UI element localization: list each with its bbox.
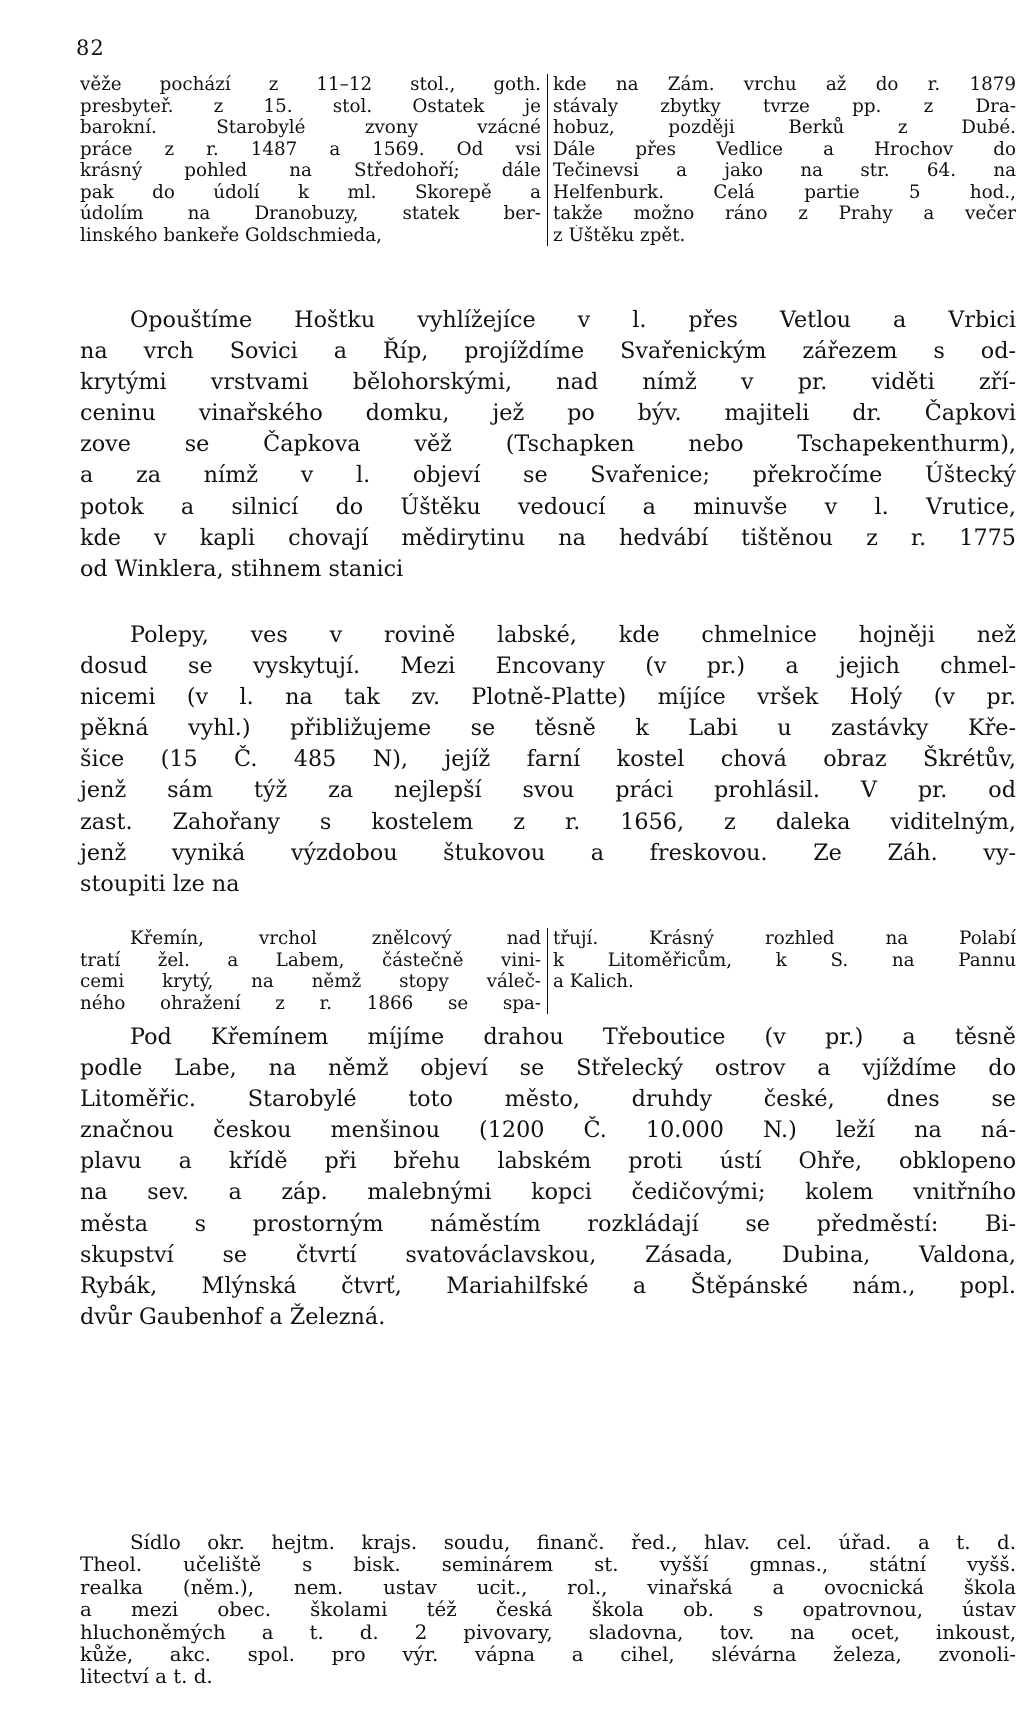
text-line: Theol. učeliště s bisk. seminárem st. vyšší gmnas., státní vyšš. xyxy=(80,1553,1016,1577)
text-line: pak do údolí k ml. Skorepě a xyxy=(80,181,541,203)
text-line: na sev. a záp. malebnými kopci čedičovými; kolem vnitřního xyxy=(80,1179,1016,1206)
paragraph-polepy xyxy=(80,620,1016,900)
text-line: Helfenburk. Celá partie 5 hod., xyxy=(553,181,1016,203)
text-line: města s prostorným náměstím rozkládají se předměstí: Bi- xyxy=(80,1210,1016,1237)
text-line: a za nímž v l. objeví se Svařenice; překročíme Úštecký xyxy=(80,462,1016,489)
top-left-column xyxy=(80,74,548,246)
paragraph-opoustime xyxy=(80,305,1016,585)
text-line: šice (15 Č. 485 N), jejíž farní kostel chová obraz Škrétův, xyxy=(80,746,1016,773)
text-line: hluchoněmých a t. d. 2 pivovary, sladovna, tov. na ocet, inkoust, xyxy=(80,1620,1016,1644)
text-line: skupství se čtvrtí svatováclavskou, Zásada, Dubina, Valdona, xyxy=(80,1241,1016,1268)
text-line: Pod Křemínem míjíme drahou Třeboutice (v pr.) a těsně xyxy=(130,1024,1016,1050)
text-line: práce z r. 1487 a 1569. Od vsi xyxy=(80,138,541,160)
text-line: a Kalich. xyxy=(553,971,634,992)
text-line: a mezi obec. školami též česká škola ob. s opatrovnou, ústav xyxy=(80,1598,1016,1622)
text-line: kůže, akc. spol. pro výr. vápna a cihel, slévárna železa, zvonoli- xyxy=(80,1643,1016,1667)
text-line: pěkná vyhl.) přibližujeme se těsně k Labi u zastávky Kře- xyxy=(80,715,1016,742)
text-line: Litoměřic. Starobylé toto město, druhdy české, dnes se xyxy=(80,1086,1016,1113)
text-line: věže pochází z 11–12 stol., goth. xyxy=(80,74,541,95)
paragraph-sidlo xyxy=(80,1532,1016,1689)
text-line: podle Labe, na němž objeví se Střelecký ostrov a vjíždíme do xyxy=(80,1055,1016,1082)
text-line: barokní. Starobylé zvony vzácné xyxy=(80,117,541,138)
text-line: ceninu vinařského domku, jež po býv. majiteli dr. Čapkovi xyxy=(80,400,1016,427)
text-line: realka (něm.), nem. ustav ucit., rol., vinařská a ovocnická škola xyxy=(80,1575,1016,1599)
text-line: ného ohražení z r. 1866 se spa- xyxy=(80,992,541,1014)
text-line: stávaly zbytky tvrze pp. z Dra- xyxy=(553,95,1016,117)
text-line: litectví a t. d. xyxy=(80,1665,213,1689)
text-line: stoupiti lze na xyxy=(80,870,240,897)
page-number: 82 xyxy=(76,36,105,60)
text-line: takže možno ráno z Prahy a večer xyxy=(553,203,1016,224)
text-line: dosud se vyskytují. Mezi Encovany (v pr.) a jejich chmel- xyxy=(80,653,1016,680)
text-line: kde na Zám. vrchu až do r. 1879 xyxy=(553,74,1016,95)
top-columns xyxy=(80,74,1016,246)
top-right-column xyxy=(548,74,1016,246)
text-line: jenž sám týž za nejlepší svou práci prohlásil. V pr. od xyxy=(80,777,1016,804)
text-line: Tečinevsi a jako na str. 64. na xyxy=(553,160,1016,181)
bottom-left-column xyxy=(80,928,548,1014)
text-line: kde v kapli chovají mědirytinu na hedvábí tištěnou z r. 1775 xyxy=(80,524,1016,551)
text-line: na vrch Sovici a Říp, projíždíme Svařenickým zářezem s od- xyxy=(80,338,1016,365)
text-line: potok a silnicí do Úštěku vedoucí a minuvše v l. Vrutice, xyxy=(80,493,1016,520)
text-line: Dále přes Vedlice a Hrochov do xyxy=(553,138,1016,160)
text-line: cemi krytý, na němž stopy váleč- xyxy=(80,971,541,992)
text-line: tratí žel. a Labem, částečně vini- xyxy=(80,949,541,971)
text-line: Opouštíme Hoštku vyhlížejíce v l. přes Vetlou a Vrbici xyxy=(130,307,1016,333)
text-line: presbyteř. z 15. stol. Ostatek je xyxy=(80,95,541,117)
bottom-right-column xyxy=(548,928,1016,1014)
text-line: k Litoměřicům, k S. na Pannu xyxy=(553,949,1016,971)
text-line: plavu a křídě při břehu labském proti ústí Ohře, obklopeno xyxy=(80,1148,1016,1175)
text-line: Sídlo okr. hejtm. krajs. soudu, finanč. řed., hlav. cel. úřad. a t. d. xyxy=(130,1531,1016,1554)
paragraph-kreminem xyxy=(80,1022,1016,1333)
text-line: třují. Krásný rozhled na Polabí xyxy=(553,928,1016,949)
text-line: krytými vrstvami bělohorskými, nad nímž v pr. viděti zří- xyxy=(80,369,1016,396)
text-line: hobuz, později Berků z Dubé. xyxy=(553,117,1016,138)
text-line: údolím na Dranobuzy, statek ber- xyxy=(80,203,541,224)
text-line: Křemín, vrchol znělcový nad xyxy=(130,928,541,949)
text-line: Polepy, ves v rovině labské, kde chmelnice hojněji než xyxy=(130,622,1016,648)
text-line: nicemi (v l. na tak zv. Plotně-Platte) míjíce vršek Holý (v pr. xyxy=(80,684,1016,711)
text-line: z Úštěku zpět. xyxy=(553,224,686,246)
text-line: jenž vyniká výzdobou štukovou a freskovou. Ze Záh. vy- xyxy=(80,839,1016,866)
bottom-columns xyxy=(80,928,1016,1014)
text-line: od Winklera, stihnem stanici xyxy=(80,555,404,582)
text-line: krásný pohled na Středohoří; dále xyxy=(80,160,541,181)
text-line: značnou českou menšinou (1200 Č. 10.000 N.) leží na ná- xyxy=(80,1117,1016,1144)
text-line: dvůr Gaubenhof a Železná. xyxy=(80,1303,386,1330)
text-line: zast. Zahořany s kostelem z r. 1656, z daleka viditelným, xyxy=(80,808,1016,835)
text-line: zove se Čapkova věž (Tschapken nebo Tschapekenthurm), xyxy=(80,431,1016,458)
text-line: linského bankeře Goldschmieda, xyxy=(80,224,382,246)
text-line: Rybák, Mlýnská čtvrť, Mariahilfské a Štěpánské nám., popl. xyxy=(80,1272,1016,1299)
